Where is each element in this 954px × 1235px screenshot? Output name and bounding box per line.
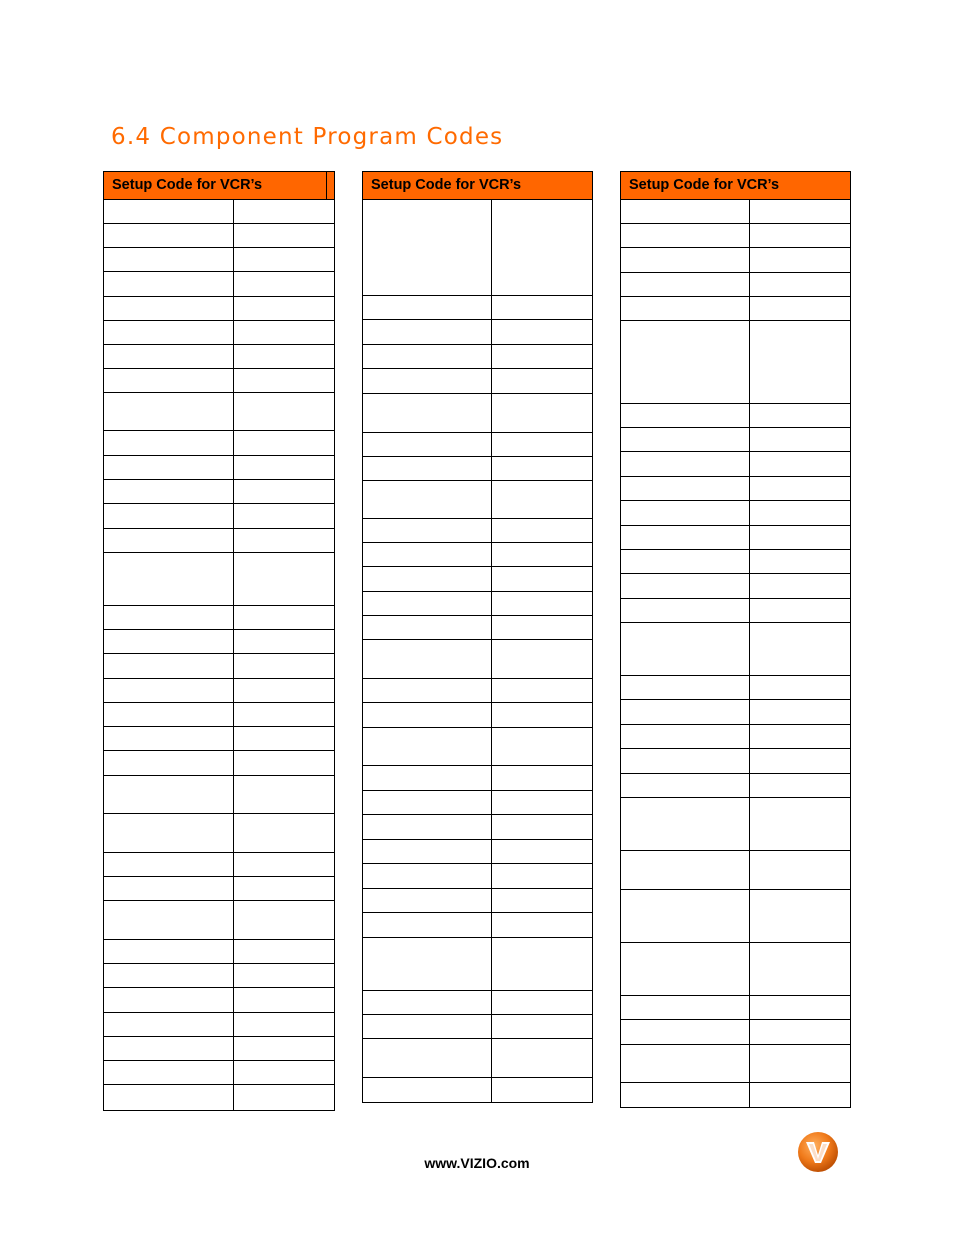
table-row [104, 1037, 334, 1061]
code-cell [492, 703, 592, 727]
code-cell [492, 991, 592, 1014]
code-cell [234, 297, 334, 320]
table-row [104, 456, 334, 480]
code-cell [750, 623, 850, 675]
table-row [621, 200, 850, 224]
table-header [104, 172, 334, 200]
code-cell [750, 725, 850, 748]
brand-cell [104, 321, 234, 344]
table-row [621, 1045, 850, 1083]
table-row [104, 529, 334, 553]
code-cell [750, 452, 850, 476]
table-row [363, 481, 592, 519]
table-row [621, 890, 850, 943]
table-row [621, 248, 850, 273]
table-row [363, 320, 592, 345]
table-row [621, 996, 850, 1020]
table-row [104, 272, 334, 297]
brand-cell [621, 477, 750, 500]
brand-cell [621, 297, 750, 320]
table-header [363, 172, 592, 200]
brand-cell [621, 501, 750, 525]
code-cell [234, 679, 334, 702]
brand-cell [621, 574, 750, 598]
brand-cell [621, 599, 750, 622]
code-cell [750, 851, 850, 889]
table-row [363, 616, 592, 640]
code-cell [750, 798, 850, 850]
brand-cell [363, 991, 492, 1014]
code-cell [750, 774, 850, 797]
table-row [104, 814, 334, 853]
table-row [621, 599, 850, 623]
brand-cell [363, 457, 492, 480]
table-row [104, 654, 334, 679]
table-row [621, 501, 850, 526]
brand-cell [104, 224, 234, 247]
brand-cell [621, 1083, 750, 1107]
code-cell [234, 248, 334, 271]
table-row [363, 296, 592, 320]
vizio-v-logo-icon [797, 1131, 839, 1173]
code-cell [234, 369, 334, 392]
table-row [363, 1015, 592, 1039]
code-cell [492, 864, 592, 888]
code-cell [492, 320, 592, 344]
code-cell [234, 393, 334, 430]
table-row [621, 526, 850, 550]
brand-cell [104, 703, 234, 726]
table-row [104, 679, 334, 703]
code-cell [750, 943, 850, 995]
code-cell [492, 1039, 592, 1077]
table-row [621, 1020, 850, 1045]
vcr-setup-code-table-3 [620, 171, 851, 1108]
code-cell [492, 433, 592, 456]
brand-cell [621, 851, 750, 889]
brand-cell [363, 889, 492, 912]
table-row [104, 901, 334, 940]
brand-cell [104, 504, 234, 528]
brand-cell [363, 728, 492, 765]
table-row [104, 964, 334, 988]
table-row [363, 864, 592, 889]
table-row [621, 774, 850, 798]
code-cell [492, 889, 592, 912]
code-cell [234, 877, 334, 900]
table-body [363, 200, 592, 1102]
brand-cell [621, 404, 750, 427]
code-cell [234, 814, 334, 852]
code-cell [750, 501, 850, 525]
table-row [621, 1083, 850, 1107]
brand-cell [104, 630, 234, 653]
brand-cell [621, 798, 750, 850]
code-cell [492, 679, 592, 702]
table-row [621, 851, 850, 890]
brand-cell [363, 369, 492, 393]
brand-cell [104, 1013, 234, 1036]
table-row [104, 431, 334, 456]
brand-cell [621, 224, 750, 247]
code-cell [750, 297, 850, 320]
table-row [363, 1078, 592, 1102]
table-row [363, 840, 592, 864]
code-cell [492, 815, 592, 839]
brand-cell [104, 606, 234, 629]
brand-cell [104, 297, 234, 320]
table-row [104, 703, 334, 727]
table-row [363, 369, 592, 394]
brand-cell [621, 943, 750, 995]
brand-cell [363, 433, 492, 456]
table-row [363, 640, 592, 679]
code-cell [492, 394, 592, 432]
table-body [104, 200, 334, 1110]
code-cell [750, 890, 850, 942]
brand-cell [104, 456, 234, 479]
table-row [621, 224, 850, 248]
brand-cell [621, 1020, 750, 1044]
brand-cell [104, 200, 234, 223]
vcr-setup-code-table-2 [362, 171, 593, 1103]
table-header-label: Setup Code for VCR’s [371, 177, 522, 193]
code-cell [234, 727, 334, 750]
table-row [104, 1061, 334, 1085]
table-row [363, 703, 592, 728]
code-cell [234, 901, 334, 939]
brand-cell [104, 272, 234, 296]
table-row [363, 938, 592, 991]
brand-cell [363, 481, 492, 518]
table-row [363, 815, 592, 840]
table-header-label: Setup Code for VCR’s [629, 177, 780, 193]
footer-url[interactable]: www.VIZIO.com [424, 1155, 530, 1171]
brand-cell [104, 553, 234, 605]
table-row [621, 404, 850, 428]
table-row [363, 457, 592, 481]
code-cell [234, 504, 334, 528]
code-cell [492, 543, 592, 566]
table-row [363, 394, 592, 433]
table-row [621, 297, 850, 321]
table-row [104, 369, 334, 393]
code-cell [750, 700, 850, 724]
code-cell [492, 481, 592, 518]
code-cell [492, 200, 592, 295]
brand-cell [104, 345, 234, 368]
code-cell [750, 224, 850, 247]
code-cell [234, 480, 334, 503]
brand-cell [621, 200, 750, 223]
table-row [104, 297, 334, 321]
code-cell [492, 840, 592, 863]
brand-cell [621, 725, 750, 748]
code-cell [750, 477, 850, 500]
brand-cell [363, 519, 492, 542]
table-row [104, 751, 334, 776]
code-cell [750, 1020, 850, 1044]
brand-cell [104, 964, 234, 987]
code-cell [492, 592, 592, 615]
brand-cell [621, 273, 750, 296]
table-row [104, 727, 334, 751]
table-row [104, 224, 334, 248]
brand-cell [621, 890, 750, 942]
table-row [104, 630, 334, 654]
brand-cell [363, 200, 492, 295]
brand-cell [363, 592, 492, 615]
code-cell [750, 550, 850, 573]
brand-cell [363, 1015, 492, 1038]
code-cell [234, 345, 334, 368]
table-row [104, 393, 334, 431]
code-cell [750, 248, 850, 272]
brand-cell [104, 1085, 234, 1110]
code-cell [234, 606, 334, 629]
brand-cell [621, 321, 750, 403]
table-row [621, 273, 850, 297]
table-row [104, 321, 334, 345]
brand-cell [363, 703, 492, 727]
table-row [104, 877, 334, 901]
table-row [104, 553, 334, 606]
code-cell [750, 526, 850, 549]
table-row [363, 567, 592, 592]
section-title: 6.4 Component Program Codes [111, 124, 504, 150]
table-row [104, 940, 334, 964]
table-row [621, 623, 850, 676]
table-row [363, 433, 592, 457]
table-row [621, 452, 850, 477]
brand-cell [104, 1037, 234, 1060]
code-cell [750, 321, 850, 403]
code-cell [234, 224, 334, 247]
table-row [363, 791, 592, 815]
code-cell [234, 1061, 334, 1084]
table-row [104, 504, 334, 529]
code-cell [492, 1015, 592, 1038]
code-cell [492, 913, 592, 937]
code-cell [234, 776, 334, 813]
table-row [363, 766, 592, 791]
table-row [621, 798, 850, 851]
brand-cell [104, 1061, 234, 1084]
brand-cell [363, 938, 492, 990]
brand-cell [363, 567, 492, 591]
code-cell [750, 404, 850, 427]
table-row [104, 248, 334, 272]
vcr-setup-code-table-1 [103, 171, 335, 1111]
brand-cell [363, 1078, 492, 1102]
code-cell [234, 200, 334, 223]
brand-cell [621, 248, 750, 272]
code-cell [234, 321, 334, 344]
code-cell [492, 567, 592, 591]
table-header [621, 172, 850, 200]
code-cell [234, 964, 334, 987]
brand-cell [363, 864, 492, 888]
table-row [363, 679, 592, 703]
brand-cell [104, 901, 234, 939]
brand-cell [363, 913, 492, 937]
table-row [621, 550, 850, 574]
code-cell [750, 1045, 850, 1082]
code-cell [234, 553, 334, 605]
brand-cell [104, 393, 234, 430]
brand-cell [621, 452, 750, 476]
code-cell [492, 369, 592, 393]
table-row [363, 991, 592, 1015]
code-cell [234, 654, 334, 678]
table-row [621, 321, 850, 404]
brand-cell [621, 623, 750, 675]
table-row [621, 676, 850, 700]
code-cell [750, 200, 850, 223]
table-row [363, 345, 592, 369]
table-row [104, 988, 334, 1013]
brand-cell [621, 1045, 750, 1082]
header-divider [326, 172, 327, 199]
code-cell [492, 938, 592, 990]
table-row [104, 200, 334, 224]
brand-cell [621, 676, 750, 699]
code-cell [492, 457, 592, 480]
table-row [621, 725, 850, 749]
table-row [621, 749, 850, 774]
brand-cell [621, 428, 750, 451]
code-cell [234, 1037, 334, 1060]
brand-cell [104, 431, 234, 455]
table-body [621, 200, 850, 1107]
table-row [363, 889, 592, 913]
code-cell [234, 529, 334, 552]
table-row [104, 480, 334, 504]
table-row [104, 345, 334, 369]
brand-cell [363, 1039, 492, 1077]
code-cell [492, 616, 592, 639]
table-row [621, 943, 850, 996]
table-header-label: Setup Code for VCR’s [112, 177, 263, 193]
brand-cell [104, 814, 234, 852]
brand-cell [363, 791, 492, 814]
code-cell [750, 428, 850, 451]
brand-cell [104, 369, 234, 392]
code-cell [234, 630, 334, 653]
table-row [363, 728, 592, 766]
brand-cell [621, 996, 750, 1019]
code-cell [750, 1083, 850, 1107]
table-row [104, 1013, 334, 1037]
brand-cell [621, 774, 750, 797]
brand-cell [104, 877, 234, 900]
code-cell [750, 676, 850, 699]
brand-cell [363, 345, 492, 368]
brand-cell [104, 940, 234, 963]
code-cell [234, 456, 334, 479]
brand-cell [104, 480, 234, 503]
table-row [104, 853, 334, 877]
code-cell [492, 640, 592, 678]
code-cell [492, 519, 592, 542]
brand-cell [104, 776, 234, 813]
code-cell [234, 1013, 334, 1036]
brand-cell [104, 248, 234, 271]
table-row [621, 428, 850, 452]
table-row [621, 574, 850, 599]
table-row [363, 592, 592, 616]
table-row [363, 543, 592, 567]
brand-cell [363, 616, 492, 639]
code-cell [234, 940, 334, 963]
code-cell [234, 431, 334, 455]
brand-cell [363, 766, 492, 790]
code-cell [492, 766, 592, 790]
code-cell [750, 273, 850, 296]
brand-cell [363, 840, 492, 863]
code-cell [492, 728, 592, 765]
table-row [363, 1039, 592, 1078]
code-cell [234, 703, 334, 726]
brand-cell [104, 679, 234, 702]
code-cell [750, 599, 850, 622]
brand-cell [363, 543, 492, 566]
brand-cell [104, 988, 234, 1012]
code-cell [750, 996, 850, 1019]
table-row [104, 776, 334, 814]
brand-cell [104, 727, 234, 750]
table-row [363, 519, 592, 543]
brand-cell [104, 529, 234, 552]
code-cell [750, 749, 850, 773]
brand-cell [621, 550, 750, 573]
code-cell [492, 791, 592, 814]
code-cell [234, 853, 334, 876]
brand-cell [621, 749, 750, 773]
brand-cell [363, 815, 492, 839]
table-row [104, 1085, 334, 1110]
brand-cell [621, 526, 750, 549]
table-row [621, 700, 850, 725]
table-row [621, 477, 850, 501]
code-cell [492, 1078, 592, 1102]
table-row [104, 606, 334, 630]
code-cell [492, 345, 592, 368]
table-row [363, 913, 592, 938]
brand-cell [104, 654, 234, 678]
brand-cell [363, 679, 492, 702]
brand-cell [363, 640, 492, 678]
code-cell [234, 988, 334, 1012]
brand-cell [363, 296, 492, 319]
code-cell [234, 751, 334, 775]
brand-cell [104, 853, 234, 876]
table-row [363, 200, 592, 296]
code-cell [234, 1085, 334, 1110]
code-cell [492, 296, 592, 319]
brand-cell [363, 394, 492, 432]
brand-cell [363, 320, 492, 344]
brand-cell [621, 700, 750, 724]
code-cell [750, 574, 850, 598]
code-cell [234, 272, 334, 296]
brand-cell [104, 751, 234, 775]
